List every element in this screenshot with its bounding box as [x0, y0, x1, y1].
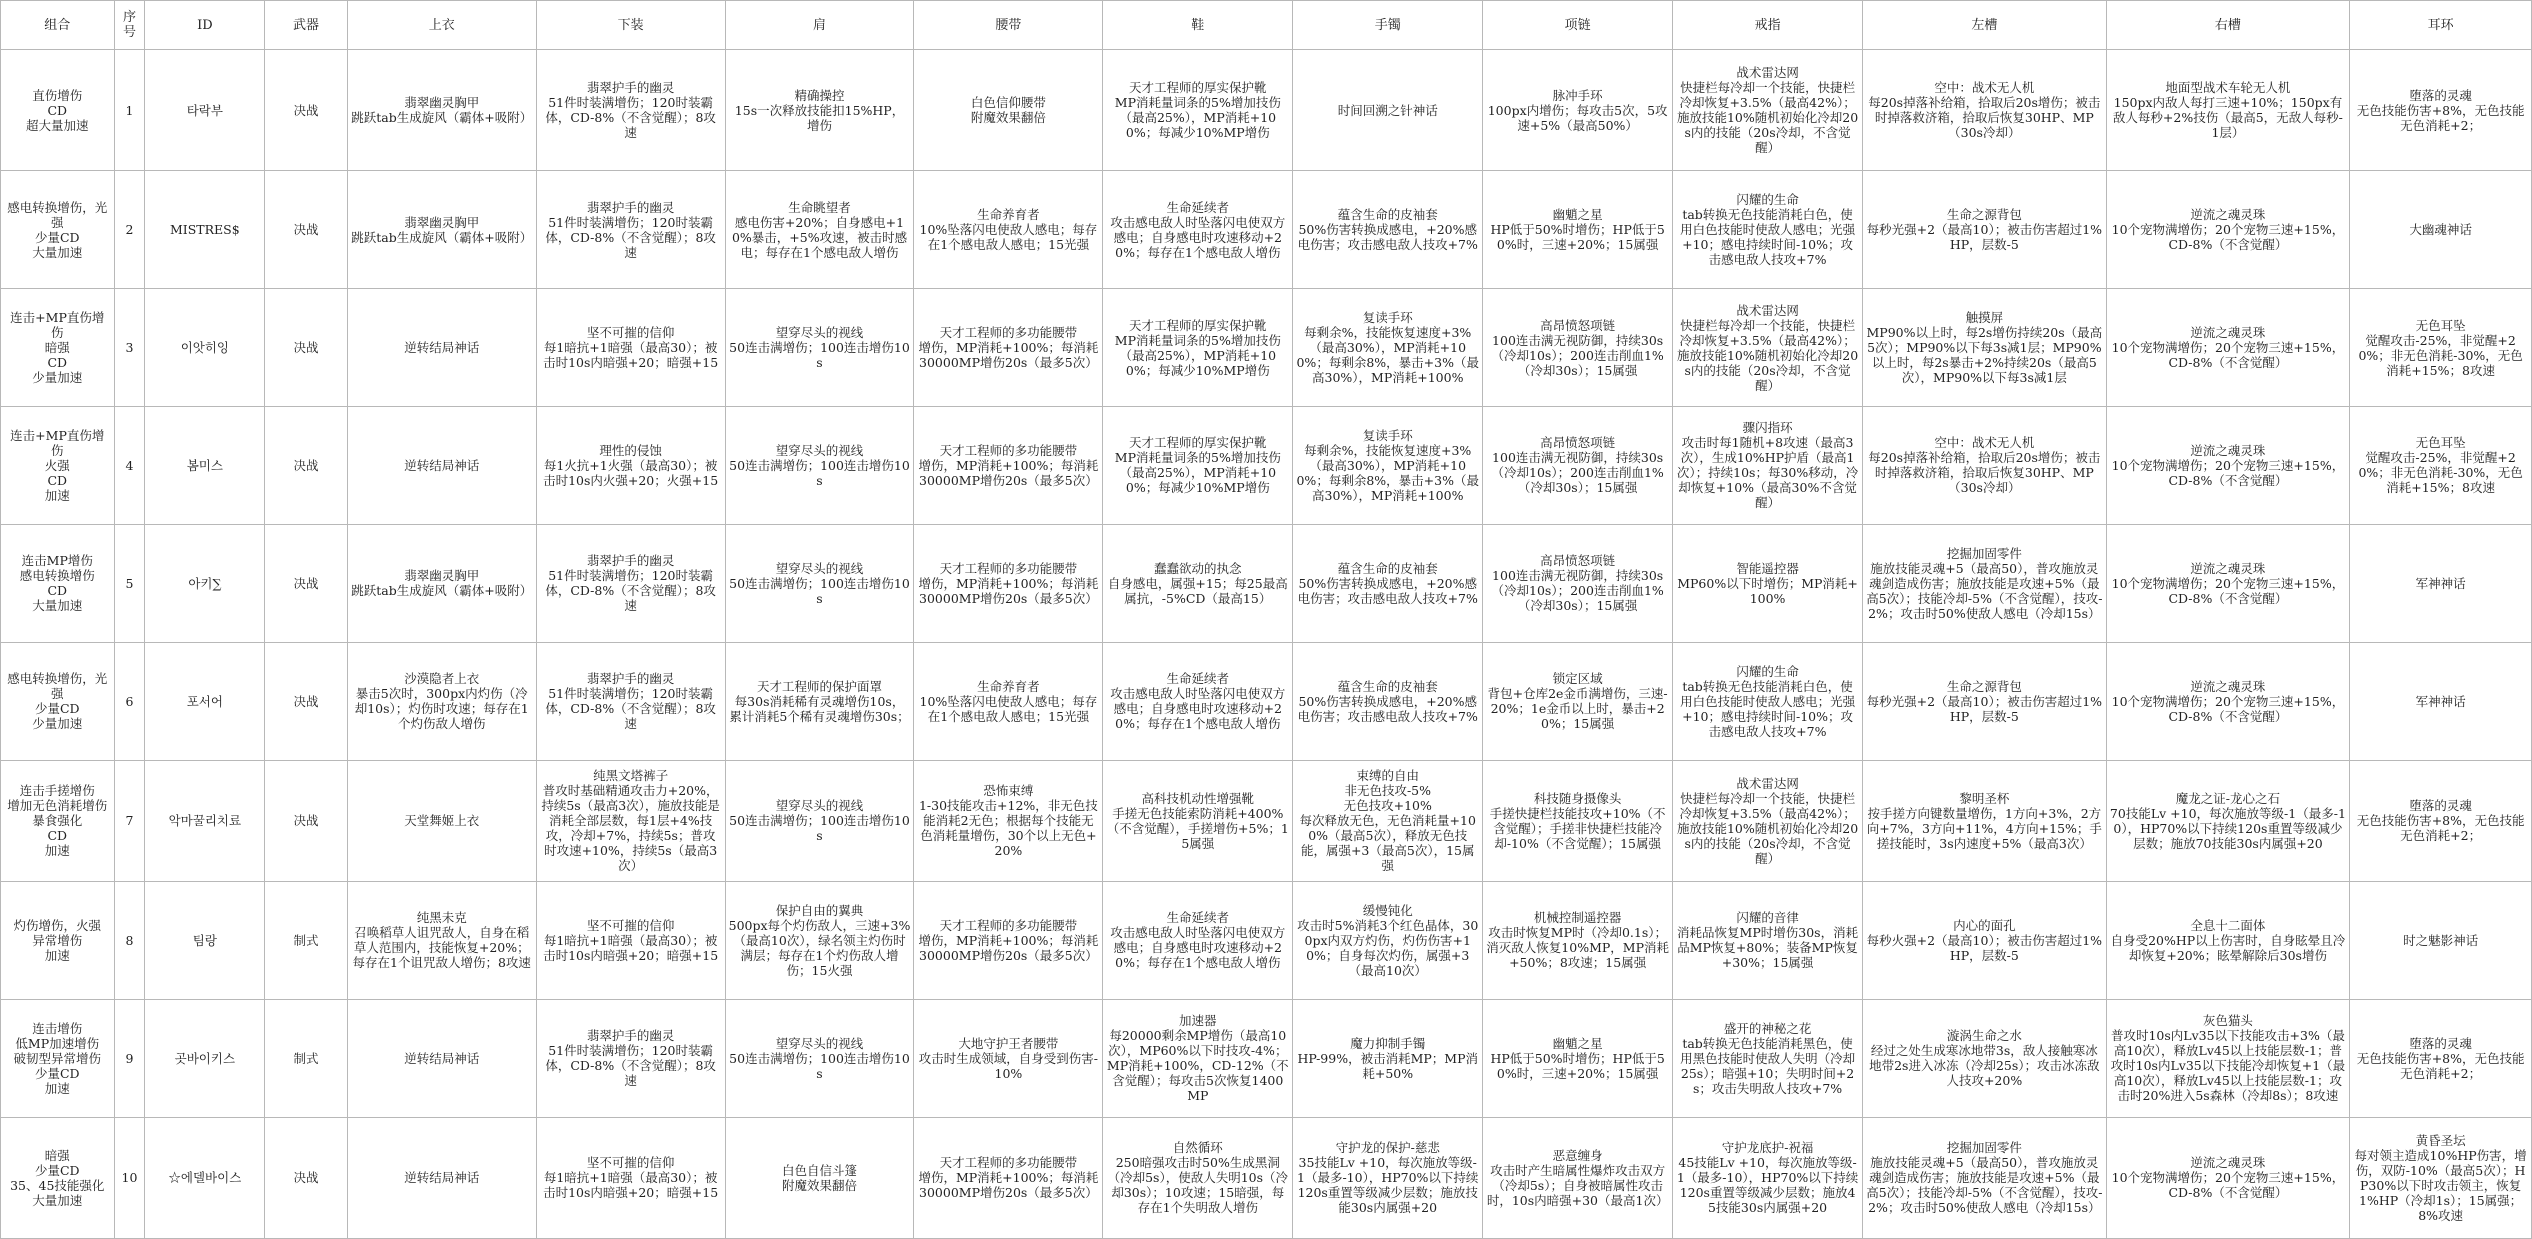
table-cell[interactable]: 望穿尽头的视线 50连击满增伤；100连击增伤10s [725, 760, 914, 881]
table-cell[interactable]: 악마꿀리치료 [145, 760, 265, 881]
table-cell[interactable]: 军神神话 [2350, 524, 2532, 642]
table-row [1, 524, 2532, 642]
table-cell[interactable]: 堕落的灵魂 无色技能伤害+8%，无色技能无色消耗+2； [2350, 999, 2532, 1117]
table-cell[interactable]: 智能遥控器 MP60%以下时增伤；MP消耗+100% [1673, 524, 1863, 642]
table-cell[interactable]: 恶意缠身 攻击时产生暗属性爆炸攻击双方（冷却5s）；自身被暗属性攻击时，10s内暗强+30（最高1次） [1483, 1117, 1673, 1238]
table-cell[interactable]: 制式 [265, 999, 348, 1117]
table-cell[interactable]: 5 [114, 524, 145, 642]
table-cell[interactable]: 决战 [265, 524, 348, 642]
table-cell[interactable]: 堕落的灵魂 无色技能伤害+8%，无色技能无色消耗+2； [2350, 50, 2532, 171]
table-cell[interactable]: 蕴含生命的皮袖套 50%伤害转换成感电，+20%感电伤害；攻击感电敌人技攻+7% [1293, 524, 1483, 642]
table-cell[interactable]: 翡翠幽灵胸甲 跳跃tab生成旋风（霸体+吸附） [347, 50, 536, 171]
table-cell[interactable]: 봄미스 [145, 407, 265, 525]
table-cell[interactable]: 포서어 [145, 642, 265, 760]
table-cell[interactable]: 팀랑 [145, 881, 265, 999]
table-cell[interactable]: 7 [114, 760, 145, 881]
table-cell[interactable]: 无色耳坠 觉醒攻击-25%，非觉醒+20%；非无色消耗-30%，无色消耗+15%；8攻速 [2350, 407, 2532, 525]
column-header[interactable]: 序号 [114, 1, 145, 50]
table-cell[interactable]: 翡翠护手的幽灵 51件时装满增伤；120时装霸体，CD-8%（不含觉醒）；8攻速 [536, 50, 725, 171]
table-cell[interactable]: 逆流之魂灵珠 10个宠物满增伤；20个宠物三速+15%，CD-8%（不含觉醒） [2106, 1117, 2350, 1238]
table-cell[interactable]: 逆转结局神话 [347, 999, 536, 1117]
table-cell[interactable]: 连击+MP直伤增伤 火强 CD 加速 [1, 407, 115, 525]
column-header[interactable]: 右槽 [2106, 1, 2350, 50]
table-cell[interactable]: 锁定区域 背包+仓库2e金币满增伤，三速-20%；1e金币以上时，暴击+20%；15属强 [1483, 642, 1673, 760]
table-row [1, 760, 2532, 881]
table-cell[interactable]: 精确操控 15s一次释放技能扣15%HP，增伤 [725, 50, 914, 171]
table-cell[interactable]: 军神神话 [2350, 642, 2532, 760]
table-row [1, 407, 2532, 525]
table-cell[interactable]: 天才工程师的多功能腰带 增伤，MP消耗+100%；每消耗30000MP增伤20s（最多5次） [914, 289, 1103, 407]
table-cell[interactable]: 大幽魂神话 [2350, 171, 2532, 289]
table-cell[interactable]: 制式 [265, 881, 348, 999]
table-cell[interactable]: 生命养育者 10%坠落闪电使敌人感电；每存在1个感电敌人感电；15光强 [914, 642, 1103, 760]
column-header[interactable]: 鞋 [1103, 1, 1293, 50]
table-cell[interactable]: 望穿尽头的视线 50连击满增伤；100连击增伤10s [725, 289, 914, 407]
table-cell[interactable]: 暗强 少量CD 35、45技能强化 大量加速 [1, 1117, 115, 1238]
table-cell[interactable]: 时之魅影神话 [2350, 881, 2532, 999]
table-cell[interactable]: 复读手环 每剩余%，技能恢复速度+3%（最高30%），MP消耗+100%；每剩余8%，暴击+3%（最高30%），MP消耗+100% [1293, 289, 1483, 407]
table-cell[interactable]: 天才工程师的厚实保护靴 MP消耗量词条的5%增加技伤（最高25%），MP消耗+100%；每减少10%MP增伤 [1103, 407, 1293, 525]
table-row [1, 999, 2532, 1117]
table-cell[interactable]: 高昂愤怒项链 100连击满无视防御，持续30s（冷却10s）；200连击削血1%（冷却30s）；15属强 [1483, 289, 1673, 407]
table-cell[interactable]: 蠢蠢欲动的执念 自身感电，属强+15；每25最高属抗，-5%CD（最高15） [1103, 524, 1293, 642]
table-cell[interactable]: 天才工程师的多功能腰带 增伤，MP消耗+100%；每消耗30000MP增伤20s（最多5次） [914, 881, 1103, 999]
table-cell[interactable]: 天才工程师的多功能腰带 增伤，MP消耗+100%；每消耗30000MP增伤20s（最多5次） [914, 1117, 1103, 1238]
table-cell[interactable]: 战术雷达网 快捷栏每冷却一个技能，快捷栏冷却恢复+3.5%（最高42%）；施放技能10%随机初始化冷却20s内的技能（20s冷却，不含觉醒） [1673, 50, 1863, 171]
table-cell[interactable]: 高昂愤怒项链 100连击满无视防御，持续30s（冷却10s）；200连击削血1%（冷却30s）；15属强 [1483, 407, 1673, 525]
table-cell[interactable]: 逆转结局神话 [347, 289, 536, 407]
table-cell[interactable]: 连击手搓增伤 增加无色消耗增伤 暴食强化 CD 加速 [1, 760, 115, 881]
column-header[interactable]: 肩 [725, 1, 914, 50]
table-cell[interactable]: ☆에델바이스 [145, 1117, 265, 1238]
table-cell[interactable]: 幽魈之星 HP低于50%时增伤；HP低于50%时，三速+20%；15属强 [1483, 171, 1673, 289]
table-cell[interactable]: 闪耀的生命 tab转换无色技能消耗白色，使用白色技能时使敌人感电；光强+10；感电持续时间-10%；攻击感电敌人技攻+7% [1673, 171, 1863, 289]
table-cell[interactable]: 决战 [265, 760, 348, 881]
table-cell[interactable]: 翡翠护手的幽灵 51件时装满增伤；120时装霸体，CD-8%（不含觉醒）；8攻速 [536, 999, 725, 1117]
table-cell[interactable]: 保护自由的翼典 500px每个灼伤敌人，三速+3%（最高10次），绿名领主灼伤时满层；每存在1个灼伤敌人增伤；15火强 [725, 881, 914, 999]
sheet-body [1, 50, 2532, 1239]
table-cell[interactable]: 决战 [265, 171, 348, 289]
table-row [1, 50, 2532, 171]
column-header[interactable]: 耳环 [2350, 1, 2532, 50]
table-cell[interactable]: 白色自信斗篷 附魔效果翻倍 [725, 1117, 914, 1238]
table-cell[interactable]: 全息十二面体 自身受20%HP以上伤害时，自身眩晕且冷却恢复+20%；眩晕解除后30s增伤 [2106, 881, 2350, 999]
table-row [1, 881, 2532, 999]
table-cell[interactable]: 束缚的自由 非无色技攻-5% 无色技攻+10% 每次释放无色，无色消耗量+100%（最高5次），释放无色技能，属强+3（最高5次），15属强 [1293, 760, 1483, 881]
table-cell[interactable]: 缓慢钝化 攻击时5%消耗3个红色晶体，300px内双方灼伤，灼伤伤害+10%；自身每次灼伤，属强+3（最高10次） [1293, 881, 1483, 999]
table-row [1, 642, 2532, 760]
table-cell[interactable]: 恐怖束缚 1-30技能攻击+12%，非无色技能消耗2无色；根据每个技能无色消耗量增伤，30个以上无色+20% [914, 760, 1103, 881]
table-cell[interactable]: 漩涡生命之水 经过之处生成寒冰地带3s，敌人接触寒冰地带2s进入冰冻（冷却25s）；攻击冰冻敌人技攻+20% [1863, 999, 2107, 1117]
table-cell[interactable]: 机械控制遥控器 攻击时恢复MP时（冷却0.1s）；消灭敌人恢复10%MP，MP消耗+50%；8攻速；15属强 [1483, 881, 1673, 999]
table-cell[interactable]: 逆流之魂灵珠 10个宠物满增伤；20个宠物三速+15%，CD-8%（不含觉醒） [2106, 289, 2350, 407]
table-cell[interactable]: 灼伤增伤，火强 异常增伤 加速 [1, 881, 115, 999]
table-cell[interactable]: 望穿尽头的视线 50连击满增伤；100连击增伤10s [725, 524, 914, 642]
table-cell[interactable]: 决战 [265, 642, 348, 760]
table-cell[interactable]: 天才工程师的厚实保护靴 MP消耗量词条的5%增加技伤（最高25%），MP消耗+100%；每减少10%MP增伤 [1103, 289, 1293, 407]
table-cell[interactable]: 翡翠护手的幽灵 51件时装满增伤；120时装霸体，CD-8%（不含觉醒）；8攻速 [536, 171, 725, 289]
table-cell[interactable]: 8 [114, 881, 145, 999]
table-cell[interactable]: 天堂舞姬上衣 [347, 760, 536, 881]
table-cell[interactable]: 直伤增伤 CD 超大量加速 [1, 50, 115, 171]
table-cell[interactable]: 自然循环 250暗强攻击时50%生成黑洞（冷却5s），使敌人失明10s（冷却30s）；10攻速；15暗强，每存在1个失明敌人增伤 [1103, 1117, 1293, 1238]
table-cell[interactable]: 逆转结局神话 [347, 1117, 536, 1238]
column-header[interactable]: 上衣 [347, 1, 536, 50]
table-cell[interactable]: 逆流之魂灵珠 10个宠物满增伤；20个宠物三速+15%，CD-8%（不含觉醒） [2106, 407, 2350, 525]
column-header[interactable]: 腰带 [914, 1, 1103, 50]
header-row [1, 1, 2532, 50]
table-cell[interactable]: 翡翠幽灵胸甲 跳跃tab生成旋风（霸体+吸附） [347, 524, 536, 642]
table-cell[interactable]: 纯黑文塔裤子 普攻时基础精通攻击力+20%，持续5s（最高3次），施放技能是消耗全部层数，每1层+4%技攻，冷却+7%，持续5s；普攻时攻速+10%，持续5s（最高3次） [536, 760, 725, 881]
column-header[interactable]: ID [145, 1, 265, 50]
table-cell[interactable]: 白色信仰腰带 附魔效果翻倍 [914, 50, 1103, 171]
table-cell[interactable]: 空中：战术无人机 每20s掉落补给箱，拾取后20s增伤；被击时掉落救济箱，拾取后恢复30HP、MP（30s冷却） [1863, 50, 2107, 171]
table-cell[interactable]: 高科技机动性增强靴 手搓无色技能索防消耗+400%（不含觉醒），手搓增伤+5%；15属强 [1103, 760, 1293, 881]
table-cell[interactable]: 生命延续者 攻击感电敌人时坠落闪电使双方感电；自身感电时攻速移动+20%；每存在1个感电敌人增伤 [1103, 171, 1293, 289]
column-header[interactable]: 项链 [1483, 1, 1673, 50]
column-header[interactable]: 左槽 [1863, 1, 2107, 50]
table-cell[interactable]: 天才工程师的多功能腰带 增伤，MP消耗+100%；每消耗30000MP增伤20s（最多5次） [914, 407, 1103, 525]
table-cell[interactable]: 时间回溯之针神话 [1293, 50, 1483, 171]
table-cell[interactable]: 闪耀的音律 消耗品恢复MP时增伤30s，消耗品MP恢复+80%；装备MP恢复+30%；15属强 [1673, 881, 1863, 999]
table-cell[interactable]: MISTRES$ [145, 171, 265, 289]
table-cell[interactable]: 아키∑ [145, 524, 265, 642]
table-cell[interactable]: 翡翠护手的幽灵 51件时装满增伤；120时装霸体，CD-8%（不含觉醒）；8攻速 [536, 642, 725, 760]
table-cell[interactable]: 守护龙底护-祝福 45技能Lv +10，每次施放等级-1（最多-10），HP70%以下持续120s重置等级减少层数；施放45技能30s内属强+20 [1673, 1117, 1863, 1238]
table-cell[interactable]: 沙漠隐者上衣 暴击5次时，300px内灼伤（冷却10s）；灼伤时攻速；每存在1个灼伤敌人增伤 [347, 642, 536, 760]
table-cell[interactable]: 理性的侵蚀 每1火抗+1火强（最高30）；被击时10s内火强+20；火强+15 [536, 407, 725, 525]
table-cell[interactable]: 蕴含生命的皮袖套 50%伤害转换成感电，+20%感电伤害；攻击感电敌人技攻+7% [1293, 642, 1483, 760]
table-cell[interactable]: 无色耳坠 觉醒攻击-25%，非觉醒+20%；非无色消耗-30%，无色消耗+15%；8攻速 [2350, 289, 2532, 407]
column-header[interactable]: 下装 [536, 1, 725, 50]
column-header[interactable]: 手镯 [1293, 1, 1483, 50]
table-cell[interactable]: 脉冲手环 100px内增伤；每攻击5次，5攻速+5%（最高50%） [1483, 50, 1673, 171]
table-cell[interactable]: 逆流之魂灵珠 10个宠物满增伤；20个宠物三速+15%，CD-8%（不含觉醒） [2106, 171, 2350, 289]
table-cell[interactable]: 科技随身摄像头 手搓快捷栏技能技攻+10%（不含觉醒）；手搓非快捷栏技能冷却-10%（不含觉醒）；15属强 [1483, 760, 1673, 881]
column-header[interactable]: 戒指 [1673, 1, 1863, 50]
column-header[interactable]: 组合 [1, 1, 115, 50]
table-cell[interactable]: 决战 [265, 407, 348, 525]
table-cell[interactable]: 魔龙之证-龙心之石 70技能Lv +10，每次施放等级-1（最多-10），HP70%以下持续120s重置等级减少层数；施放70技能30s内属强+20 [2106, 760, 2350, 881]
table-cell[interactable]: 逆流之魂灵珠 10个宠物满增伤；20个宠物三速+15%，CD-8%（不含觉醒） [2106, 642, 2350, 760]
table-cell[interactable]: 天才工程师的厚实保护靴 MP消耗量词条的5%增加技伤（最高25%），MP消耗+100%；每减少10%MP增伤 [1103, 50, 1293, 171]
table-cell[interactable]: 生命眺望者 感电伤害+20%；自身感电+10%暴击，+5%攻速，被击时感电；每存在1个感电敌人增伤 [725, 171, 914, 289]
table-cell[interactable]: 生命之源背包 每秒光强+2（最高10）；被击伤害超过1%HP，层数-5 [1863, 642, 2107, 760]
table-cell[interactable]: 大地守护王者腰带 攻击时生成领域，自身受到伤害-10% [914, 999, 1103, 1117]
table-cell[interactable]: 连击增伤 低MP加速增伤 破韧型异常增伤 少量CD 加速 [1, 999, 115, 1117]
table-cell[interactable]: 10 [114, 1117, 145, 1238]
table-cell[interactable]: 感电转换增伤，光强 少量CD 少量加速 [1, 642, 115, 760]
table-cell[interactable]: 连击+MP直伤增伤 暗强 CD 少量加速 [1, 289, 115, 407]
table-cell[interactable]: 挖掘加固零件 施放技能灵魂+5（最高50），普攻施放灵魂剑造成伤害；施放技能是攻速+5%（最高5次）；技能冷却-5%（不含觉醒），技攻-2%；攻击时50%使敌人感电（冷却15s） [1863, 1117, 2107, 1238]
table-cell[interactable]: 3 [114, 289, 145, 407]
table-cell[interactable]: 1 [114, 50, 145, 171]
table-cell[interactable]: 生命养育者 10%坠落闪电使敌人感电；每存在1个感电敌人感电；15光强 [914, 171, 1103, 289]
table-cell[interactable]: 纯黑未克 召唤稻草人诅咒敌人，自身在稻草人范围内，技能恢复+20%；每存在1个诅咒敌人增伤；8攻速 [347, 881, 536, 999]
table-cell[interactable]: 4 [114, 407, 145, 525]
table-cell[interactable]: 幽魈之星 HP低于50%时增伤；HP低于50%时，三速+20%；15属强 [1483, 999, 1673, 1117]
table-cell[interactable]: 加速器 每20000剩余MP增伤（最高10次），MP60%以下时技攻-4%；MP消耗+100%，CD-12%（不含觉醒）；每攻击5次恢复1400MP [1103, 999, 1293, 1117]
table-cell[interactable]: 生命延续者 攻击感电敌人时坠落闪电使双方感电；自身感电时攻速移动+20%；每存在1个感电敌人增伤 [1103, 642, 1293, 760]
table-cell[interactable]: 闪耀的生命 tab转换无色技能消耗白色，使用白色技能时使敌人感电；光强+10；感电持续时间-10%；攻击感电敌人技攻+7% [1673, 642, 1863, 760]
table-cell[interactable]: 生命延续者 攻击感电敌人时坠落闪电使双方感电；自身感电时攻速移动+20%；每存在1个感电敌人增伤 [1103, 881, 1293, 999]
table-cell[interactable]: 곳바이키스 [145, 999, 265, 1117]
table-cell[interactable]: 6 [114, 642, 145, 760]
table-cell[interactable]: 堕落的灵魂 无色技能伤害+8%，无色技能无色消耗+2； [2350, 760, 2532, 881]
table-cell[interactable]: 黄昏圣坛 每对领主造成10%HP伤害，增伤，双防-10%（最高5次）；HP30%以下时攻击领主，恢复1%HP（冷却1s）；15属强；8%攻速 [2350, 1117, 2532, 1238]
table-cell[interactable]: 翡翠幽灵胸甲 跳跃tab生成旋风（霸体+吸附） [347, 171, 536, 289]
table-cell[interactable]: 翡翠护手的幽灵 51件时装满增伤；120时装霸体，CD-8%（不含觉醒）；8攻速 [536, 524, 725, 642]
table-cell[interactable]: 决战 [265, 289, 348, 407]
table-cell[interactable]: 战术雷达网 快捷栏每冷却一个技能，快捷栏冷却恢复+3.5%（最高42%）；施放技能10%随机初始化冷却20s内的技能（20s冷却，不含觉醒） [1673, 760, 1863, 881]
table-cell[interactable]: 坚不可摧的信仰 每1暗抗+1暗强（最高30）；被击时10s内暗强+20；暗强+15 [536, 289, 725, 407]
column-header[interactable]: 武器 [265, 1, 348, 50]
table-cell[interactable]: 战术雷达网 快捷栏每冷却一个技能，快捷栏冷却恢复+3.5%（最高42%）；施放技能10%随机初始化冷却20s内的技能（20s冷却，不含觉醒） [1673, 289, 1863, 407]
table-cell[interactable]: 이앗히잉 [145, 289, 265, 407]
table-row [1, 171, 2532, 289]
table-cell[interactable]: 魔力抑制手镯 HP-99%，被击消耗MP；MP消耗+50% [1293, 999, 1483, 1117]
table-cell[interactable]: 望穿尽头的视线 50连击满增伤；100连击增伤10s [725, 999, 914, 1117]
table-cell[interactable]: 空中：战术无人机 每20s掉落补给箱，拾取后20s增伤；被击时掉落救济箱，拾取后恢复30HP、MP（30s冷却） [1863, 407, 2107, 525]
table-cell[interactable]: 坚不可摧的信仰 每1暗抗+1暗强（最高30）；被击时10s内暗强+20；暗强+15 [536, 1117, 725, 1238]
table-cell[interactable]: 逆流之魂灵珠 10个宠物满增伤；20个宠物三速+15%，CD-8%（不含觉醒） [2106, 524, 2350, 642]
table-row [1, 1117, 2532, 1238]
table-cell[interactable]: 타락부 [145, 50, 265, 171]
table-cell[interactable]: 触摸屏 MP90%以上时，每2s增伤持续20s（最高5次）；MP90%以下每3s减1层；MP90%以上时，每2s暴击+2%持续20s（最高5次），MP90%以下每3s减1层 [1863, 289, 2107, 407]
table-cell[interactable]: 连击MP增伤 感电转换增伤 CD 大量加速 [1, 524, 115, 642]
table-cell[interactable]: 决战 [265, 50, 348, 171]
table-cell[interactable]: 望穿尽头的视线 50连击满增伤；100连击增伤10s [725, 407, 914, 525]
table-cell[interactable]: 挖掘加固零件 施放技能灵魂+5（最高50），普攻施放灵魂剑造成伤害；施放技能是攻速+5%（最高5次）；技能冷却-5%（不含觉醒），技攻-2%；攻击时50%使敌人感电（冷却15s） [1863, 524, 2107, 642]
table-row [1, 289, 2532, 407]
table-cell[interactable]: 灰色猫头 普攻时10s内Lv35以下技能攻击+3%（最高10次），释放Lv45以上技能层数-1；普攻时10s内Lv35以下技能冷却恢复+1（最高10次），释放Lv45以上技能层数-1；攻击时20%进入5s森林（冷却8s）；8攻速 [2106, 999, 2350, 1117]
table-cell[interactable]: 蕴含生命的皮袖套 50%伤害转换成感电，+20%感电伤害；攻击感电敌人技攻+7% [1293, 171, 1483, 289]
table-cell[interactable]: 决战 [265, 1117, 348, 1238]
table-cell[interactable]: 复读手环 每剩余%，技能恢复速度+3%（最高30%），MP消耗+100%；每剩余8%，暴击+3%（最高30%），MP消耗+100% [1293, 407, 1483, 525]
table-cell[interactable]: 守护龙的保护-慈悲 35技能Lv +10，每次施放等级-1（最多-10），HP70%以下持续120s重置等级减少层数；施放技能30s内属强+20 [1293, 1117, 1483, 1238]
table-cell[interactable]: 感电转换增伤，光强 少量CD 大量加速 [1, 171, 115, 289]
table-cell[interactable]: 内心的面孔 每秒火强+2（最高10）；被击伤害超过1%HP，层数-5 [1863, 881, 2107, 999]
table-cell[interactable]: 高昂愤怒项链 100连击满无视防御，持续30s（冷却10s）；200连击削血1%（冷却30s）；15属强 [1483, 524, 1673, 642]
table-cell[interactable]: 9 [114, 999, 145, 1117]
table-cell[interactable]: 地面型战术车轮无人机 150px内敌人每打三速+10%；150px有敌人每秒+2%技伤（最高5，无敌人每秒-1层） [2106, 50, 2350, 171]
table-cell[interactable]: 盛开的神秘之花 tab转换无色技能消耗黑色，使用黑色技能时使敌人失明（冷却25s）；暗强+10；失明时间+2s；攻击失明敌人技攻+7% [1673, 999, 1863, 1117]
table-cell[interactable]: 逆转结局神话 [347, 407, 536, 525]
table-cell[interactable]: 坚不可摧的信仰 每1暗抗+1暗强（最高30）；被击时10s内暗强+20；暗强+15 [536, 881, 725, 999]
table-cell[interactable]: 天才工程师的保护面罩 每30s消耗稀有灵魂增伤10s，累计消耗5个稀有灵魂增伤30s； [725, 642, 914, 760]
table-cell[interactable]: 生命之源背包 每秒光强+2（最高10）；被击伤害超过1%HP，层数-5 [1863, 171, 2107, 289]
table-cell[interactable]: 骤闪指环 攻击时每1随机+8攻速（最高3次），生成10%HP护盾（最高1次）；持续10s；每30%移动，冷却恢复+10%（最高30%不含觉醒） [1673, 407, 1863, 525]
table-cell[interactable]: 2 [114, 171, 145, 289]
table-cell[interactable]: 黎明圣杯 按手搓方向键数量增伤，1方向+3%，2方向+7%，3方向+11%，4方向+15%；手搓技能时，3s内速度+5%（最高3次） [1863, 760, 2107, 881]
table-cell[interactable]: 天才工程师的多功能腰带 增伤，MP消耗+100%；每消耗30000MP增伤20s（最多5次） [914, 524, 1103, 642]
